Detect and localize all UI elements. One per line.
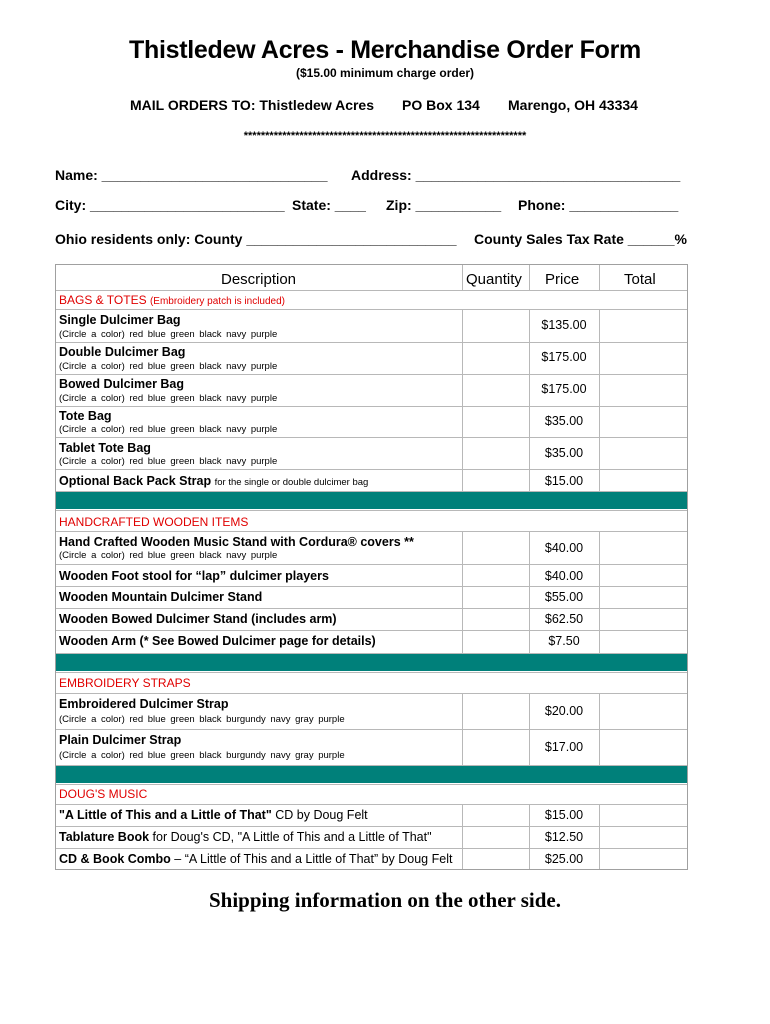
section-divider-band <box>56 654 687 671</box>
price: $62.50 <box>544 612 584 626</box>
shipping-note: Shipping information on the other side. <box>208 888 561 912</box>
page-title: Thistledew Acres - Merchandise Order Form <box>129 36 641 64</box>
po-box: PO Box 134 <box>402 97 480 113</box>
section-bags-totes <box>59 293 285 307</box>
color-options[interactable]: (Circle a color) red blue green black navy purple <box>59 361 278 372</box>
color-options[interactable]: (Circle a color) red blue green black burgundy navy gray purple <box>59 714 345 725</box>
color-options[interactable]: (Circle a color) red blue green black navy purple <box>59 393 278 404</box>
col-description: Description <box>221 271 297 288</box>
item-foot-stool: Wooden Foot stool for “lap” dulcimer players <box>59 569 329 583</box>
section-divider-band <box>56 492 687 509</box>
combo-detail: – “A Little of This and a Little of That” by Doug Felt <box>170 852 453 866</box>
item-bowed-dulcimer-stand: Wooden Bowed Dulcimer Stand (includes arm) <box>59 612 337 626</box>
item-embroidered-strap: Embroidered Dulcimer Strap <box>59 697 229 711</box>
item-mountain-dulcimer-stand: Wooden Mountain Dulcimer Stand <box>59 590 263 604</box>
ohio-county-field[interactable]: Ohio residents only: County ___________________________ <box>55 231 457 247</box>
item-tote-bag: Tote Bag <box>59 409 112 423</box>
price: $175.00 <box>541 382 587 396</box>
zip-field[interactable]: Zip: ___________ <box>386 197 502 213</box>
price: $15.00 <box>544 474 584 488</box>
price: $55.00 <box>544 590 584 604</box>
item-tablet-tote-bag: Tablet Tote Bag <box>59 441 151 455</box>
item-back-pack-strap <box>59 474 368 488</box>
price: $175.00 <box>541 350 587 364</box>
state-field[interactable]: State: ____ <box>292 197 366 213</box>
cd-name: "A Little of This and a Little of That" <box>59 808 272 822</box>
address-field[interactable]: Address: __________________________________ <box>351 167 681 183</box>
phone-field[interactable]: Phone: ______________ <box>518 197 679 213</box>
color-options[interactable]: (Circle a color) red blue green black burgundy navy gray purple <box>59 750 345 761</box>
section-bags-title: BAGS & TOTES <box>59 293 147 307</box>
item-cd <box>59 808 368 822</box>
section-divider-band <box>56 766 687 783</box>
color-options[interactable]: (Circle a color) red blue green black navy purple <box>59 329 278 340</box>
order-table <box>55 264 688 870</box>
item-cd-book-combo <box>59 852 452 866</box>
city-field[interactable]: City: _________________________ <box>55 197 285 213</box>
color-options[interactable]: (Circle a color) red blue green black navy purple <box>59 424 278 435</box>
city-state-zip: Marengo, OH 43334 <box>508 97 638 113</box>
section-straps-title: EMBROIDERY STRAPS <box>59 676 191 690</box>
item-single-dulcimer-bag: Single Dulcimer Bag <box>59 313 181 327</box>
price: $40.00 <box>544 541 584 555</box>
county-tax-rate-field[interactable]: County Sales Tax Rate ______% <box>474 231 687 247</box>
section-music-title: DOUG'S MUSIC <box>59 787 148 801</box>
item-wooden-arm: Wooden Arm (* See Bowed Dulcimer page for details) <box>59 634 376 648</box>
price: $25.00 <box>544 852 584 866</box>
color-options[interactable]: (Circle a color) red blue green black navy purple <box>59 550 278 561</box>
book-name: Tablature Book <box>59 830 150 844</box>
divider-stars: ****************************************************************** <box>243 130 527 142</box>
price: $12.50 <box>544 830 584 844</box>
price: $135.00 <box>541 318 587 332</box>
col-quantity: Quantity <box>466 271 522 288</box>
price: $40.00 <box>544 569 584 583</box>
price: $35.00 <box>544 414 584 428</box>
price: $7.50 <box>548 634 580 648</box>
strap-name: Optional Back Pack Strap <box>59 474 212 488</box>
col-total: Total <box>624 271 656 288</box>
item-plain-strap: Plain Dulcimer Strap <box>59 733 182 747</box>
col-price: Price <box>545 271 580 288</box>
price: $15.00 <box>544 808 584 822</box>
name-field[interactable]: Name: _____________________________ <box>55 167 328 183</box>
mail-orders-label: MAIL ORDERS TO: Thistledew Acres <box>130 97 375 113</box>
price: $35.00 <box>544 446 584 460</box>
price: $17.00 <box>544 740 584 754</box>
section-wooden-title: HANDCRAFTED WOODEN ITEMS <box>59 515 249 529</box>
price: $20.00 <box>544 704 584 718</box>
item-bowed-dulcimer-bag: Bowed Dulcimer Bag <box>59 377 185 391</box>
item-music-stand: Hand Crafted Wooden Music Stand with Cordura® covers ** <box>59 535 414 549</box>
strap-note: for the single or double dulcimer bag <box>214 477 369 488</box>
embroidery-note: (Embroidery patch is included) <box>149 296 285 307</box>
minimum-charge-note: ($15.00 minimum charge order) <box>295 66 475 80</box>
item-tablature-book <box>59 830 432 844</box>
color-options[interactable]: (Circle a color) red blue green black navy purple <box>59 456 278 467</box>
combo-name: CD & Book Combo <box>59 852 171 866</box>
cd-detail: CD by Doug Felt <box>271 808 368 822</box>
item-double-dulcimer-bag: Double Dulcimer Bag <box>59 345 186 359</box>
book-detail: for Doug's CD, "A Little of This and a Little of That" <box>149 830 432 844</box>
